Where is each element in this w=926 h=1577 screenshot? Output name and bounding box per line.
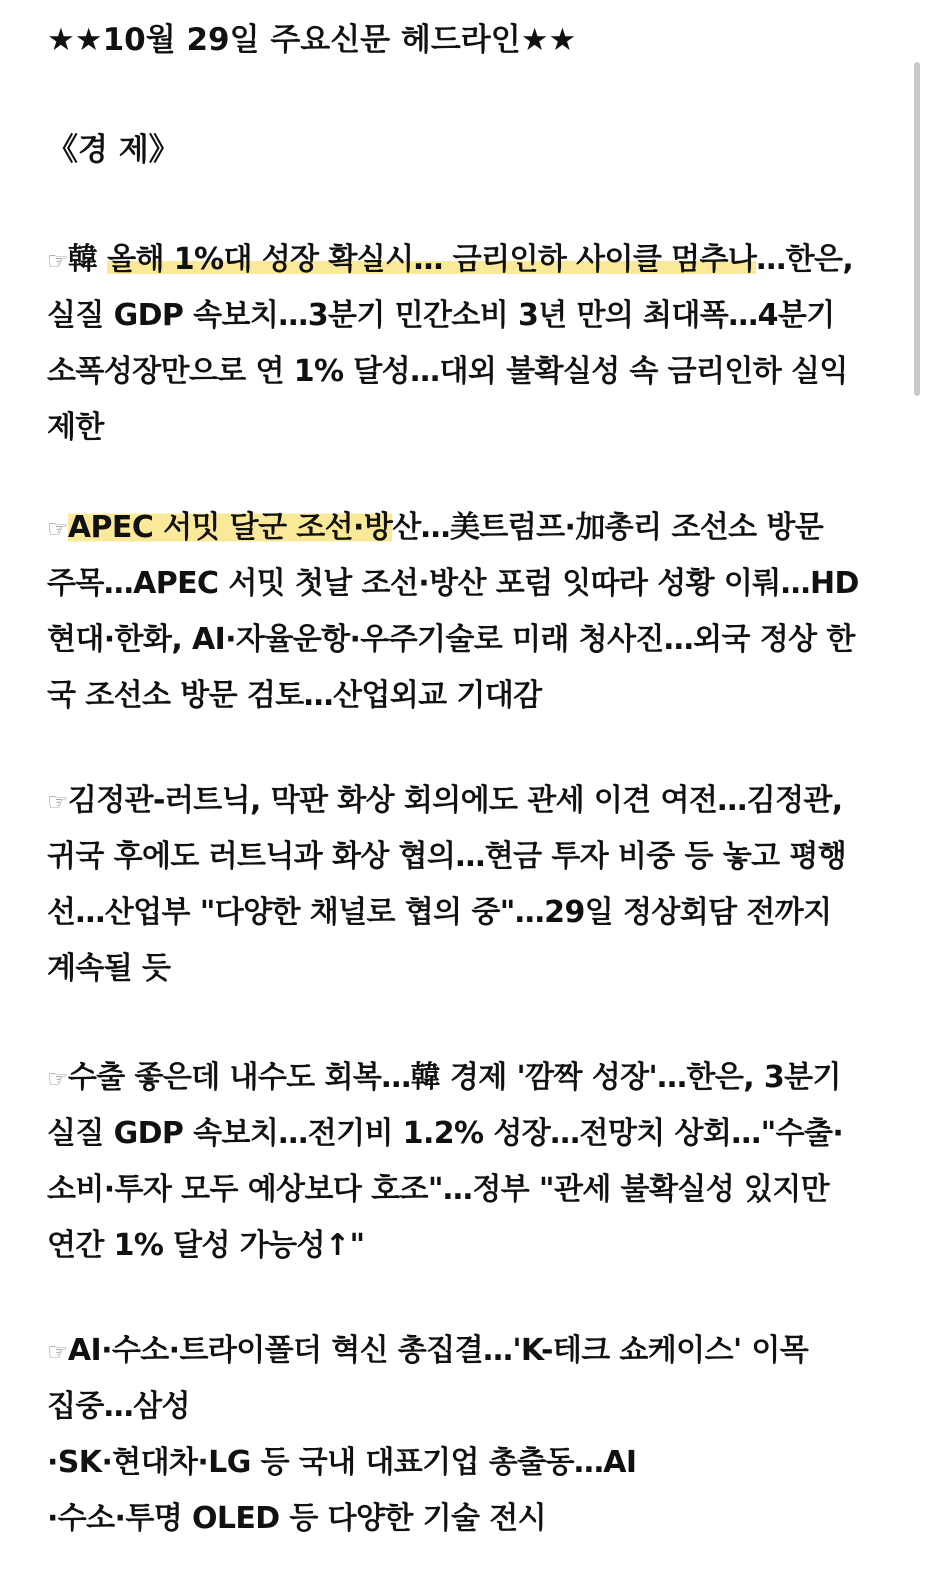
headline-line: 실질 GDP 속보치…3분기 민간소비 3년 만의 최대폭…4분기 xyxy=(47,298,835,333)
headline-line: ·수소·투명 OLED 등 다양한 기술 전시 xyxy=(47,1501,546,1536)
pointing-hand-icon: ☞ xyxy=(47,247,68,275)
headline-line: 국 조선소 방문 검토…산업외교 기대감 xyxy=(47,678,542,713)
headline-line: ·SK·현대차·LG 등 국내 대표기업 총출동…AI xyxy=(47,1445,637,1480)
headline-line: 선…산업부 "다양한 채널로 협의 중"…29일 정상회담 전까지 xyxy=(47,895,832,930)
headline-line: 주목…APEC 서밋 첫날 조선·방산 포럼 잇따라 성황 이뤄…HD xyxy=(47,566,859,601)
headline-line: 현대·한화, AI·자율운항·우주기술로 미래 청사진…외국 정상 한 xyxy=(47,622,855,657)
headline-item xyxy=(47,773,883,997)
pointing-hand-icon: ☞ xyxy=(47,515,68,543)
headline-item xyxy=(47,500,883,724)
headline-line: 제한 xyxy=(47,410,104,445)
headline-line: 연간 1% 달성 가능성↑" xyxy=(47,1228,365,1263)
headline-suffix: …한은, xyxy=(756,242,854,277)
headline-item xyxy=(47,232,883,456)
headline-line: 귀국 후에도 러트닉과 화상 협의…현금 투자 비중 등 놓고 평행 xyxy=(47,839,847,874)
page-title: ★★10월 29일 주요신문 헤드라인★★ xyxy=(47,22,577,58)
highlighted-text: 올해 1%대 성장 확실시… 금리인하 사이클 멈추나 xyxy=(107,242,757,277)
headline-line xyxy=(47,1050,883,1106)
pointing-hand-icon: ☞ xyxy=(47,1338,68,1366)
headline-line xyxy=(47,773,883,829)
headline-suffix: 산…美트럼프·加총리 조선소 방문 xyxy=(392,510,824,545)
headline-line: 소폭성장만으로 연 1% 달성…대외 불확실성 속 금리인하 실익 xyxy=(47,354,848,389)
headline-line: 집중…삼성 xyxy=(47,1389,190,1424)
pointing-hand-icon: ☞ xyxy=(47,1065,68,1093)
headline-text: AI·수소·트라이폴더 혁신 총집결…'K-테크 쇼케이스' 이목 xyxy=(67,1333,809,1368)
scrollbar[interactable] xyxy=(914,62,920,396)
headline-line xyxy=(47,232,883,288)
headline-line xyxy=(47,500,883,556)
headline-text: 김정관-러트닉, 막판 화상 회의에도 관세 이견 여전…김정관, xyxy=(67,783,843,818)
headline-item xyxy=(47,1323,883,1547)
headline-line: 소비·투자 모두 예상보다 호조"…정부 "관세 불확실성 있지만 xyxy=(47,1172,830,1207)
pointing-hand-icon: ☞ xyxy=(47,788,68,816)
headline-line xyxy=(47,1323,883,1379)
headline-line: 계속될 듯 xyxy=(47,951,171,986)
headline-line: 실질 GDP 속보치…전기비 1.2% 성장…전망치 상회…"수출· xyxy=(47,1116,844,1151)
headline-prefix: 韓 xyxy=(67,242,108,277)
headline-item xyxy=(47,1050,883,1274)
section-heading-economy: 《경 제》 xyxy=(47,132,180,168)
highlighted-text: APEC 서밋 달군 조선·방 xyxy=(67,510,393,545)
headline-text: 수출 좋은데 내수도 회복…韓 경제 '깜짝 성장'…한은, 3분기 xyxy=(67,1060,841,1095)
